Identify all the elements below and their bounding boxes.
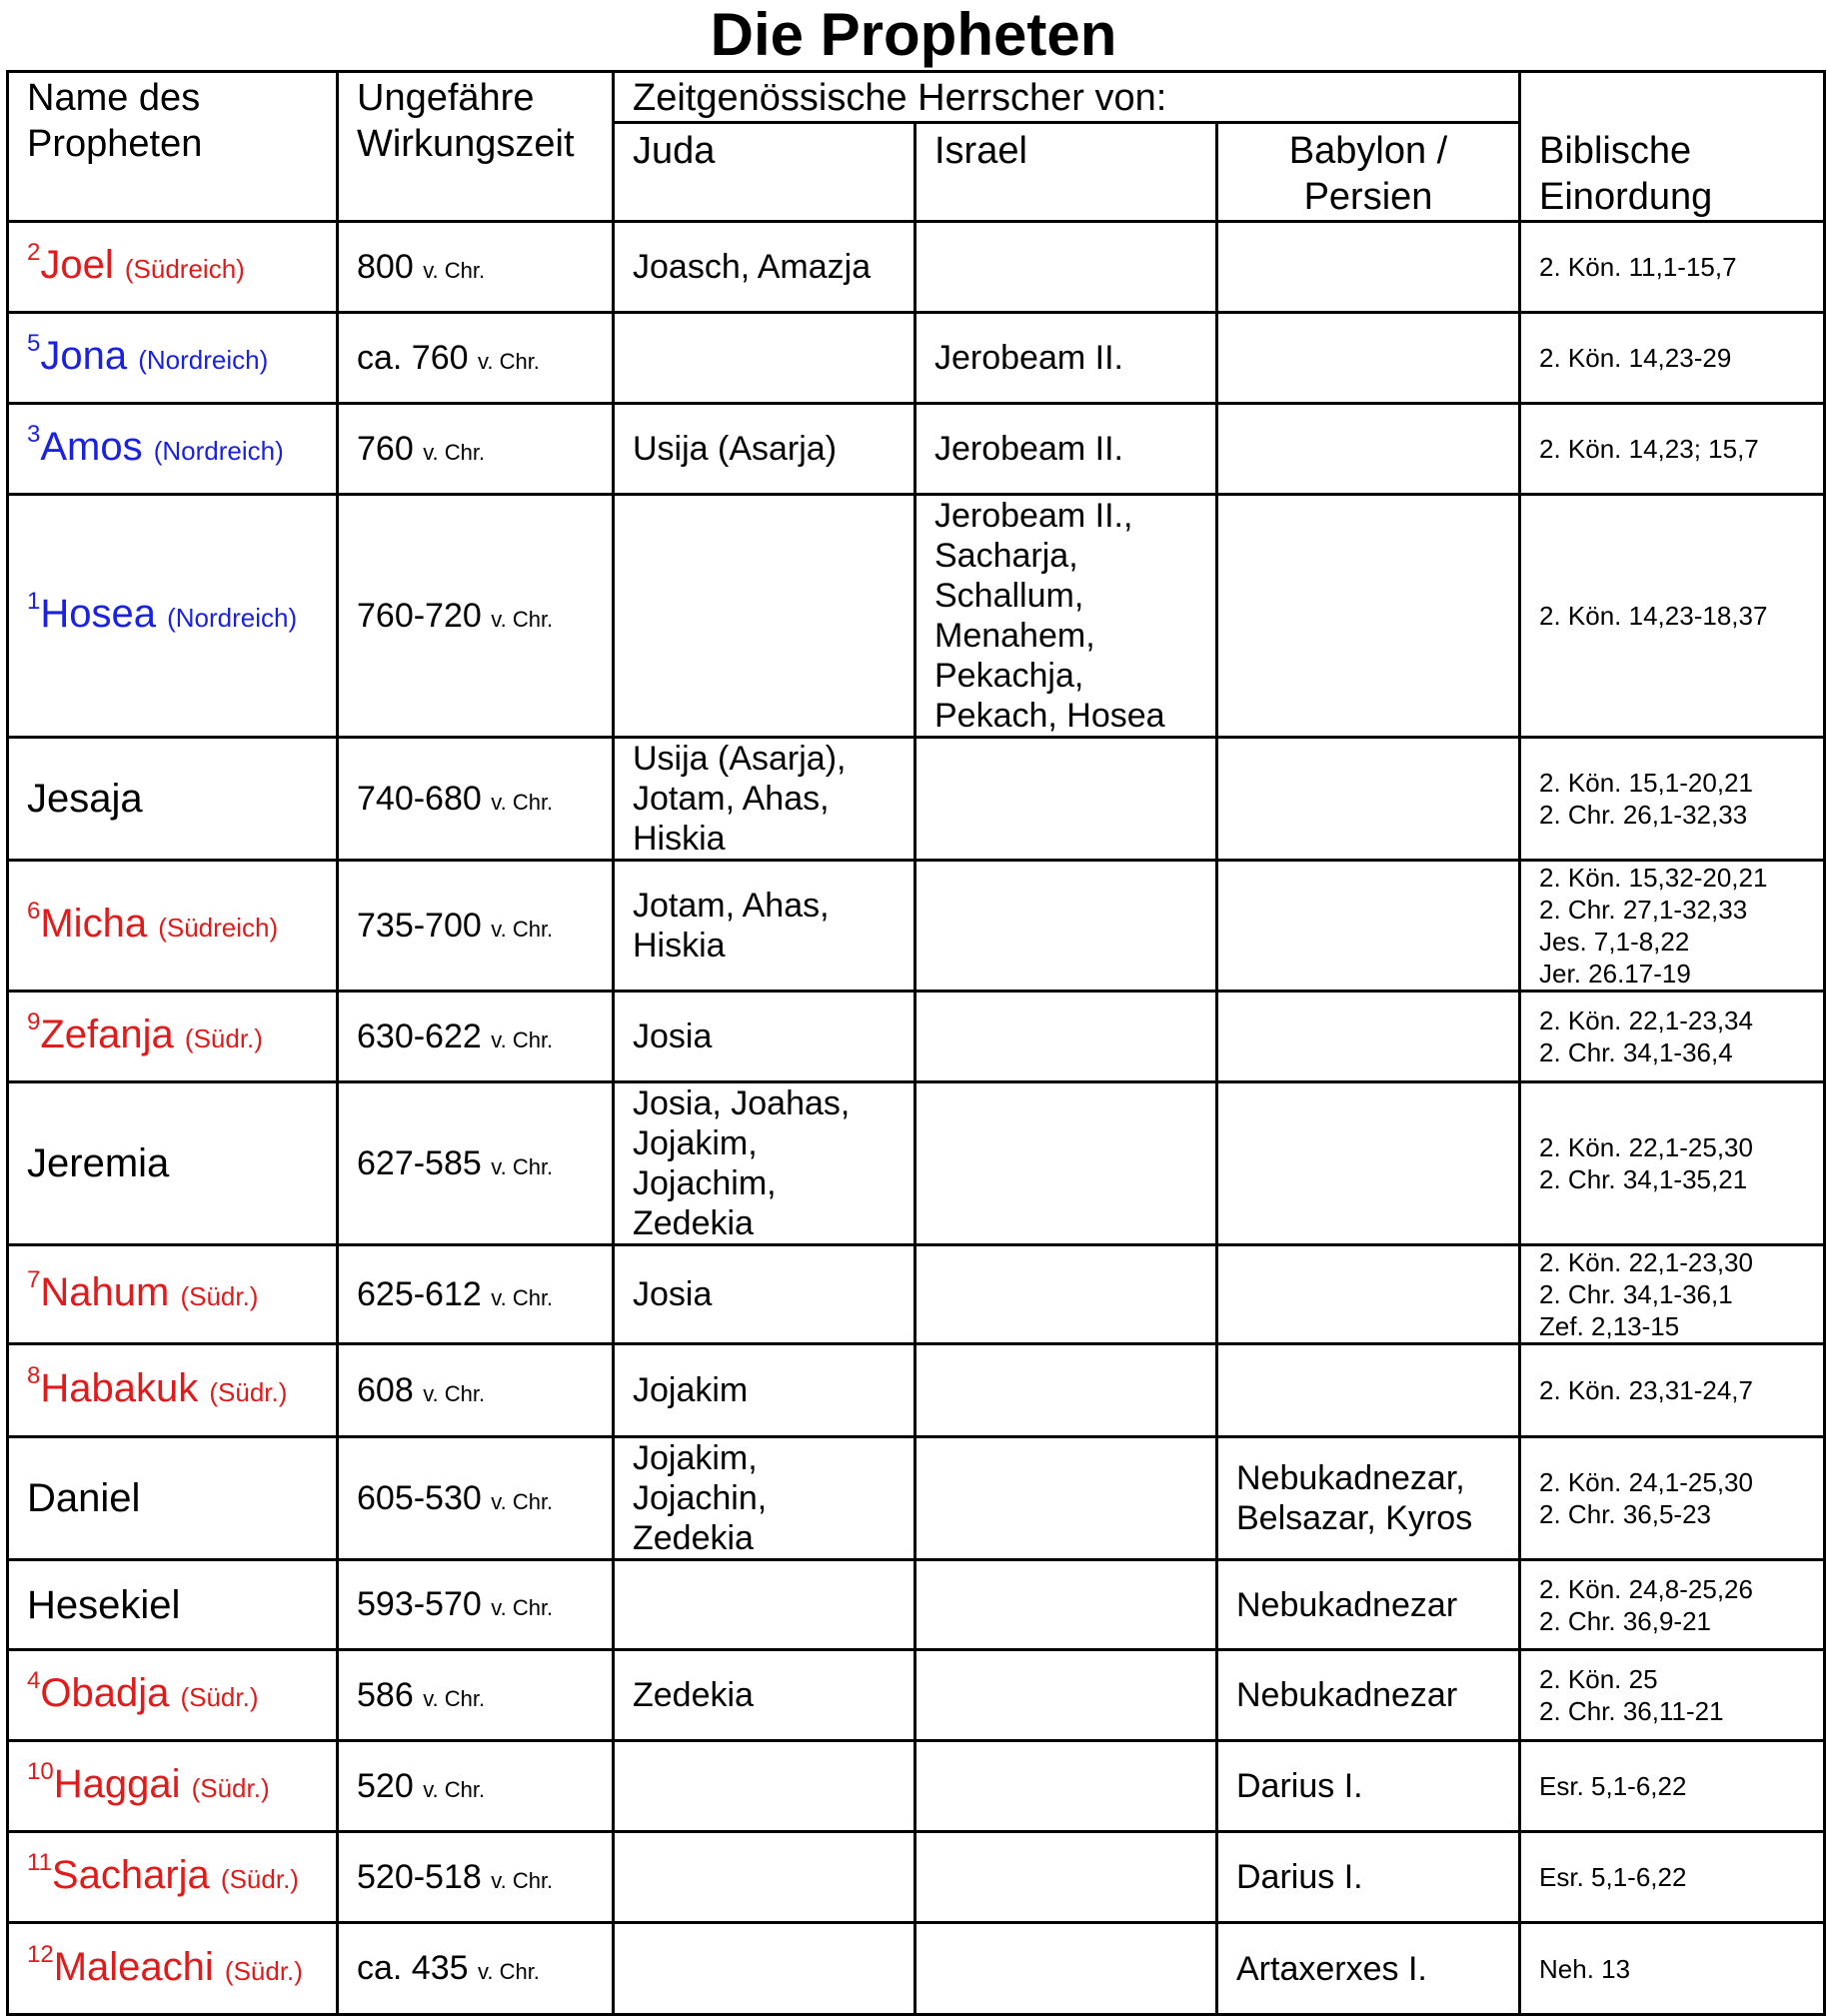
header-row-1 <box>8 72 1825 123</box>
prophet-name-cell <box>8 1560 338 1650</box>
prophet-order-number: 8 <box>27 1362 41 1389</box>
date-value: 800 <box>357 247 414 286</box>
date-value: 760 <box>357 429 414 468</box>
ruler-line: Joasch, Amazja <box>633 248 872 286</box>
date-suffix: v. Chr. <box>477 1959 540 1984</box>
juda-rulers-cell <box>614 222 915 313</box>
date-suffix: v. Chr. <box>423 1776 486 1802</box>
prophet-order-number: 3 <box>27 421 41 448</box>
juda-rulers-cell <box>614 861 915 992</box>
wirkungszeit-cell <box>338 738 614 861</box>
juda-rulers-cell <box>614 404 915 495</box>
prophet-name: Daniel <box>27 1476 141 1520</box>
ruler-line: Artaxerxes I. <box>1236 1949 1427 1988</box>
date-suffix: v. Chr. <box>423 257 486 283</box>
table-row <box>8 1832 1825 1923</box>
reference-line: 2. Kön. 15,32-20,21 <box>1539 863 1768 893</box>
ruler-line: Usija (Asarja) <box>633 430 838 468</box>
wirkungszeit-cell <box>338 313 614 404</box>
babylon-rulers-cell <box>1217 1650 1520 1741</box>
juda-rulers-cell <box>614 1650 915 1741</box>
babylon-rulers-cell <box>1217 222 1520 313</box>
prophet-name-cell <box>8 222 338 313</box>
reference-line: 2. Kön. 14,23-29 <box>1539 343 1732 373</box>
wirkungszeit-cell <box>338 1082 614 1245</box>
juda-rulers-cell <box>614 1344 915 1437</box>
israel-rulers-cell <box>915 1344 1217 1437</box>
wirkungszeit-cell <box>338 1741 614 1832</box>
prophet-name: Sacharja <box>51 1853 210 1897</box>
ruler-line: Hiskia <box>633 927 726 965</box>
date-suffix: v. Chr. <box>491 1153 554 1179</box>
wirkungszeit-cell <box>338 222 614 313</box>
date-suffix: v. Chr. <box>491 1488 554 1514</box>
ruler-line: Zedekia <box>633 1519 754 1557</box>
wirkungszeit-cell <box>338 1650 614 1741</box>
date-value: 627-585 <box>357 1143 482 1182</box>
wirkungszeit-cell <box>338 1923 614 2015</box>
reference-line: 2. Kön. 24,1-25,30 <box>1539 1467 1753 1497</box>
date-value: 608 <box>357 1370 414 1409</box>
prophet-order-number: 10 <box>27 1758 54 1785</box>
wirkungszeit-cell <box>338 404 614 495</box>
date-suffix: v. Chr. <box>491 1026 554 1052</box>
prophet-name: Micha <box>40 902 148 946</box>
israel-rulers-cell <box>915 1560 1217 1650</box>
prophet-name-cell <box>8 495 338 738</box>
header-israel: Israel <box>915 123 1217 222</box>
prophet-name: Jeremia <box>27 1141 170 1185</box>
ruler-line: Jojakim <box>633 1371 749 1409</box>
reference-line: 2. Kön. 25 <box>1539 1664 1658 1694</box>
juda-rulers-cell <box>614 1741 915 1832</box>
biblical-reference-cell <box>1520 495 1825 738</box>
ruler-line: Jojakim, <box>633 1439 758 1477</box>
biblical-reference-cell <box>1520 1245 1825 1344</box>
biblical-reference-cell <box>1520 738 1825 861</box>
biblical-reference-cell <box>1520 222 1825 313</box>
biblical-reference-cell <box>1520 1832 1825 1923</box>
prophet-name-cell <box>8 1344 338 1437</box>
prophet-region: (Nordreich) <box>153 436 284 466</box>
reference-line: Jer. 26.17-19 <box>1539 959 1691 989</box>
reference-line: Zef. 2,13-15 <box>1539 1311 1680 1341</box>
header-biblische-einordung: Biblische Einordung <box>1520 72 1825 222</box>
ruler-line: Jerobeam II. <box>934 430 1123 468</box>
date-value: ca. 435 <box>357 1949 469 1987</box>
prophet-order-number: 2 <box>27 239 41 266</box>
date-value: 586 <box>357 1675 414 1714</box>
reference-line: 2. Chr. 34,1-36,4 <box>1539 1037 1733 1067</box>
ruler-line: Jojachin, <box>633 1479 768 1517</box>
biblical-reference-cell <box>1520 404 1825 495</box>
ruler-line: Zedekia <box>633 1204 754 1242</box>
israel-rulers-cell <box>915 495 1217 738</box>
prophet-name: Jesaja <box>27 777 143 821</box>
date-value: 760-720 <box>357 596 482 635</box>
header-juda: Juda <box>614 123 915 222</box>
ruler-line: Jojakim, <box>633 1124 758 1162</box>
biblical-reference-cell <box>1520 1437 1825 1560</box>
reference-line: 2. Chr. 34,1-36,1 <box>1539 1279 1733 1309</box>
header-wirkungszeit: Ungefähre Wirkungszeit <box>338 72 614 222</box>
date-value: ca. 760 <box>357 338 469 377</box>
biblical-reference-cell <box>1520 313 1825 404</box>
date-suffix: v. Chr. <box>423 1685 486 1711</box>
reference-line: 2. Kön. 22,1-25,30 <box>1539 1132 1753 1162</box>
prophet-name: Jona <box>40 334 128 378</box>
date-value: 520 <box>357 1766 414 1805</box>
prophet-name-cell <box>8 404 338 495</box>
reference-line: Esr. 5,1-6,22 <box>1539 1771 1687 1801</box>
ruler-line: Nebukadnezar, <box>1236 1459 1465 1497</box>
prophet-region: (Nordreich) <box>167 603 298 633</box>
reference-line: 2. Kön. 11,1-15,7 <box>1539 252 1737 282</box>
israel-rulers-cell <box>915 738 1217 861</box>
babylon-rulers-cell <box>1217 1741 1520 1832</box>
juda-rulers-cell <box>614 495 915 738</box>
ruler-line: Schallum, <box>934 577 1084 615</box>
prophet-name-cell <box>8 1245 338 1344</box>
juda-rulers-cell <box>614 1437 915 1560</box>
prophet-region: (Nordreich) <box>138 345 269 375</box>
prophet-order-number: 4 <box>27 1667 41 1694</box>
israel-rulers-cell <box>915 1437 1217 1560</box>
ruler-line: Jerobeam II. <box>934 339 1123 377</box>
prophet-name: Maleachi <box>53 1944 214 1989</box>
ruler-line: Josia, Joahas, <box>633 1084 851 1122</box>
reference-line: 2. Chr. 36,5-23 <box>1539 1499 1712 1529</box>
juda-rulers-cell <box>614 1923 915 2015</box>
date-suffix: v. Chr. <box>491 1867 554 1893</box>
prophet-order-number: 12 <box>27 1940 54 1968</box>
biblical-reference-cell <box>1520 1741 1825 1832</box>
prophet-name-cell <box>8 1832 338 1923</box>
juda-rulers-cell <box>614 313 915 404</box>
wirkungszeit-cell <box>338 1245 614 1344</box>
date-value: 630-622 <box>357 1016 482 1055</box>
date-suffix: v. Chr. <box>423 439 486 465</box>
wirkungszeit-cell <box>338 861 614 992</box>
prophet-name: Nahum <box>40 1270 170 1314</box>
prophet-name-cell <box>8 313 338 404</box>
juda-rulers-cell <box>614 992 915 1082</box>
juda-rulers-cell <box>614 738 915 861</box>
ruler-line: Usija (Asarja), <box>633 740 847 778</box>
israel-rulers-cell <box>915 1741 1217 1832</box>
table-row <box>8 222 1825 313</box>
israel-rulers-cell <box>915 1082 1217 1245</box>
page-title: Die Propheten <box>710 1 1117 68</box>
babylon-rulers-cell <box>1217 404 1520 495</box>
ruler-line: Pekach, Hosea <box>934 697 1165 735</box>
reference-line: 2. Kön. 15,1-20,21 <box>1539 768 1753 798</box>
ruler-line: Jojachim, <box>633 1164 777 1202</box>
prophet-name-cell <box>8 1082 338 1245</box>
prophet-name: Hesekiel <box>27 1582 181 1627</box>
ruler-line: Jerobeam II., <box>934 497 1133 535</box>
ruler-line: Zedekia <box>633 1676 754 1714</box>
wirkungszeit-cell <box>338 1437 614 1560</box>
israel-rulers-cell <box>915 222 1217 313</box>
juda-rulers-cell <box>614 1245 915 1344</box>
reference-line: 2. Kön. 23,31-24,7 <box>1539 1375 1753 1405</box>
reference-line: 2. Kön. 22,1-23,34 <box>1539 1006 1753 1035</box>
table-row <box>8 404 1825 495</box>
prophet-region: (Südr.) <box>191 1773 270 1803</box>
table-row <box>8 738 1825 861</box>
reference-line: Jes. 7,1-8,22 <box>1539 927 1690 957</box>
ruler-line: Darius I. <box>1236 1858 1363 1896</box>
prophet-order-number: 5 <box>27 330 41 357</box>
table-row <box>8 1923 1825 2015</box>
babylon-rulers-cell <box>1217 992 1520 1082</box>
reference-line: Neh. 13 <box>1539 1953 1631 1984</box>
ruler-line: Pekachja, <box>934 657 1084 695</box>
reference-line: 2. Kön. 14,23-18,37 <box>1539 601 1768 631</box>
date-value: 605-530 <box>357 1478 482 1517</box>
table-row <box>8 1741 1825 1832</box>
babylon-rulers-cell <box>1217 1245 1520 1344</box>
prophet-region: (Südr.) <box>180 1682 259 1712</box>
prophet-region: (Südr.) <box>184 1023 263 1053</box>
prophet-order-number: 6 <box>27 898 41 925</box>
juda-rulers-cell <box>614 1082 915 1245</box>
ruler-line: Nebukadnezar <box>1236 1585 1458 1624</box>
prophet-name: Amos <box>40 425 143 469</box>
header-babylon-persien: Babylon / Persien <box>1217 123 1520 222</box>
ruler-line: Menahem, <box>934 617 1095 655</box>
table-row <box>8 1650 1825 1741</box>
prophet-region: (Südreich) <box>124 254 245 284</box>
wirkungszeit-cell <box>338 1344 614 1437</box>
ruler-line: Sacharja, <box>934 537 1078 575</box>
date-value: 735-700 <box>357 906 482 945</box>
prophet-name-cell <box>8 1923 338 2015</box>
wirkungszeit-cell <box>338 1560 614 1650</box>
israel-rulers-cell <box>915 1923 1217 2015</box>
prophet-name-cell <box>8 992 338 1082</box>
babylon-rulers-cell <box>1217 495 1520 738</box>
ruler-line: Jotam, Ahas, <box>633 887 830 925</box>
israel-rulers-cell <box>915 1832 1217 1923</box>
date-suffix: v. Chr. <box>491 1595 554 1620</box>
prophet-name: Haggai <box>53 1762 181 1806</box>
juda-rulers-cell <box>614 1832 915 1923</box>
israel-rulers-cell <box>915 861 1217 992</box>
wirkungszeit-cell <box>338 495 614 738</box>
table-row <box>8 861 1825 992</box>
reference-line: 2. Kön. 24,8-25,26 <box>1539 1573 1753 1604</box>
babylon-rulers-cell <box>1217 1923 1520 2015</box>
prophet-region: (Südr.) <box>180 1281 259 1311</box>
prophet-region: (Südr.) <box>224 1955 303 1986</box>
ruler-line: Josia <box>633 1017 713 1055</box>
israel-rulers-cell <box>915 404 1217 495</box>
biblical-reference-cell <box>1520 1082 1825 1245</box>
prophets-table <box>6 70 1826 2016</box>
ruler-line: Darius I. <box>1236 1767 1363 1805</box>
biblical-reference-cell <box>1520 1344 1825 1437</box>
israel-rulers-cell <box>915 992 1217 1082</box>
babylon-rulers-cell <box>1217 1832 1520 1923</box>
israel-rulers-cell <box>915 1245 1217 1344</box>
ruler-line: Josia <box>633 1275 713 1313</box>
prophet-region: (Südr.) <box>209 1377 288 1407</box>
prophet-name-cell <box>8 738 338 861</box>
table-row <box>8 313 1825 404</box>
wirkungszeit-cell <box>338 1832 614 1923</box>
table-row <box>8 1437 1825 1560</box>
biblical-reference-cell <box>1520 1650 1825 1741</box>
reference-line: 2. Chr. 27,1-32,33 <box>1539 895 1748 925</box>
babylon-rulers-cell <box>1217 1560 1520 1650</box>
reference-line: 2. Chr. 36,11-21 <box>1539 1696 1724 1726</box>
prophet-name-cell <box>8 861 338 992</box>
table-row <box>8 495 1825 738</box>
header-name: Name des Propheten <box>8 72 338 222</box>
date-suffix: v. Chr. <box>491 789 554 815</box>
date-suffix: v. Chr. <box>477 348 540 374</box>
babylon-rulers-cell <box>1217 313 1520 404</box>
table-row <box>8 1245 1825 1344</box>
reference-line: 2. Kön. 22,1-23,30 <box>1539 1247 1753 1277</box>
date-value: 625-612 <box>357 1274 482 1313</box>
reference-line: 2. Chr. 36,9-21 <box>1539 1605 1712 1636</box>
biblical-reference-cell <box>1520 1560 1825 1650</box>
table-row <box>8 1344 1825 1437</box>
prophet-name: Hosea <box>40 592 156 636</box>
prophet-name-cell <box>8 1650 338 1741</box>
table-row <box>8 1082 1825 1245</box>
prophet-name: Zefanja <box>40 1012 174 1056</box>
prophet-name-cell <box>8 1741 338 1832</box>
reference-line: 2. Chr. 26,1-32,33 <box>1539 800 1748 830</box>
reference-line: 2. Chr. 34,1-35,21 <box>1539 1164 1748 1194</box>
babylon-rulers-cell <box>1217 1082 1520 1245</box>
ruler-line: Hiskia <box>633 820 726 858</box>
date-value: 740-680 <box>357 779 482 818</box>
babylon-rulers-cell <box>1217 861 1520 992</box>
header-herrscher-group: Zeitgenössische Herrscher von: <box>614 72 1520 123</box>
israel-rulers-cell <box>915 1650 1217 1741</box>
biblical-reference-cell <box>1520 992 1825 1082</box>
table-row <box>8 1560 1825 1650</box>
babylon-rulers-cell <box>1217 1344 1520 1437</box>
prophet-order-number: 9 <box>27 1008 41 1035</box>
ruler-line: Belsazar, Kyros <box>1236 1499 1473 1537</box>
prophet-order-number: 1 <box>27 588 41 615</box>
date-suffix: v. Chr. <box>491 606 554 632</box>
reference-line: Esr. 5,1-6,22 <box>1539 1862 1687 1892</box>
prophet-name-cell <box>8 1437 338 1560</box>
reference-line: 2. Kön. 14,23; 15,7 <box>1539 434 1759 464</box>
wirkungszeit-cell <box>338 992 614 1082</box>
prophet-name: Obadja <box>40 1671 170 1715</box>
juda-rulers-cell <box>614 1560 915 1650</box>
ruler-line: Jotam, Ahas, <box>633 780 830 818</box>
biblical-reference-cell <box>1520 1923 1825 2015</box>
prophet-region: (Südreich) <box>158 913 279 943</box>
babylon-rulers-cell <box>1217 738 1520 861</box>
prophet-order-number: 11 <box>27 1849 52 1876</box>
date-suffix: v. Chr. <box>423 1380 486 1406</box>
date-suffix: v. Chr. <box>491 916 554 942</box>
babylon-rulers-cell <box>1217 1437 1520 1560</box>
biblical-reference-cell <box>1520 861 1825 992</box>
prophet-name: Joel <box>40 243 114 287</box>
prophet-region: (Südr.) <box>220 1864 299 1894</box>
israel-rulers-cell <box>915 313 1217 404</box>
date-value: 520-518 <box>357 1857 482 1896</box>
table-row <box>8 992 1825 1082</box>
ruler-line: Nebukadnezar <box>1236 1676 1458 1714</box>
prophet-order-number: 7 <box>27 1266 41 1293</box>
date-suffix: v. Chr. <box>491 1284 554 1310</box>
prophet-name: Habakuk <box>40 1366 199 1410</box>
date-value: 593-570 <box>357 1585 482 1623</box>
